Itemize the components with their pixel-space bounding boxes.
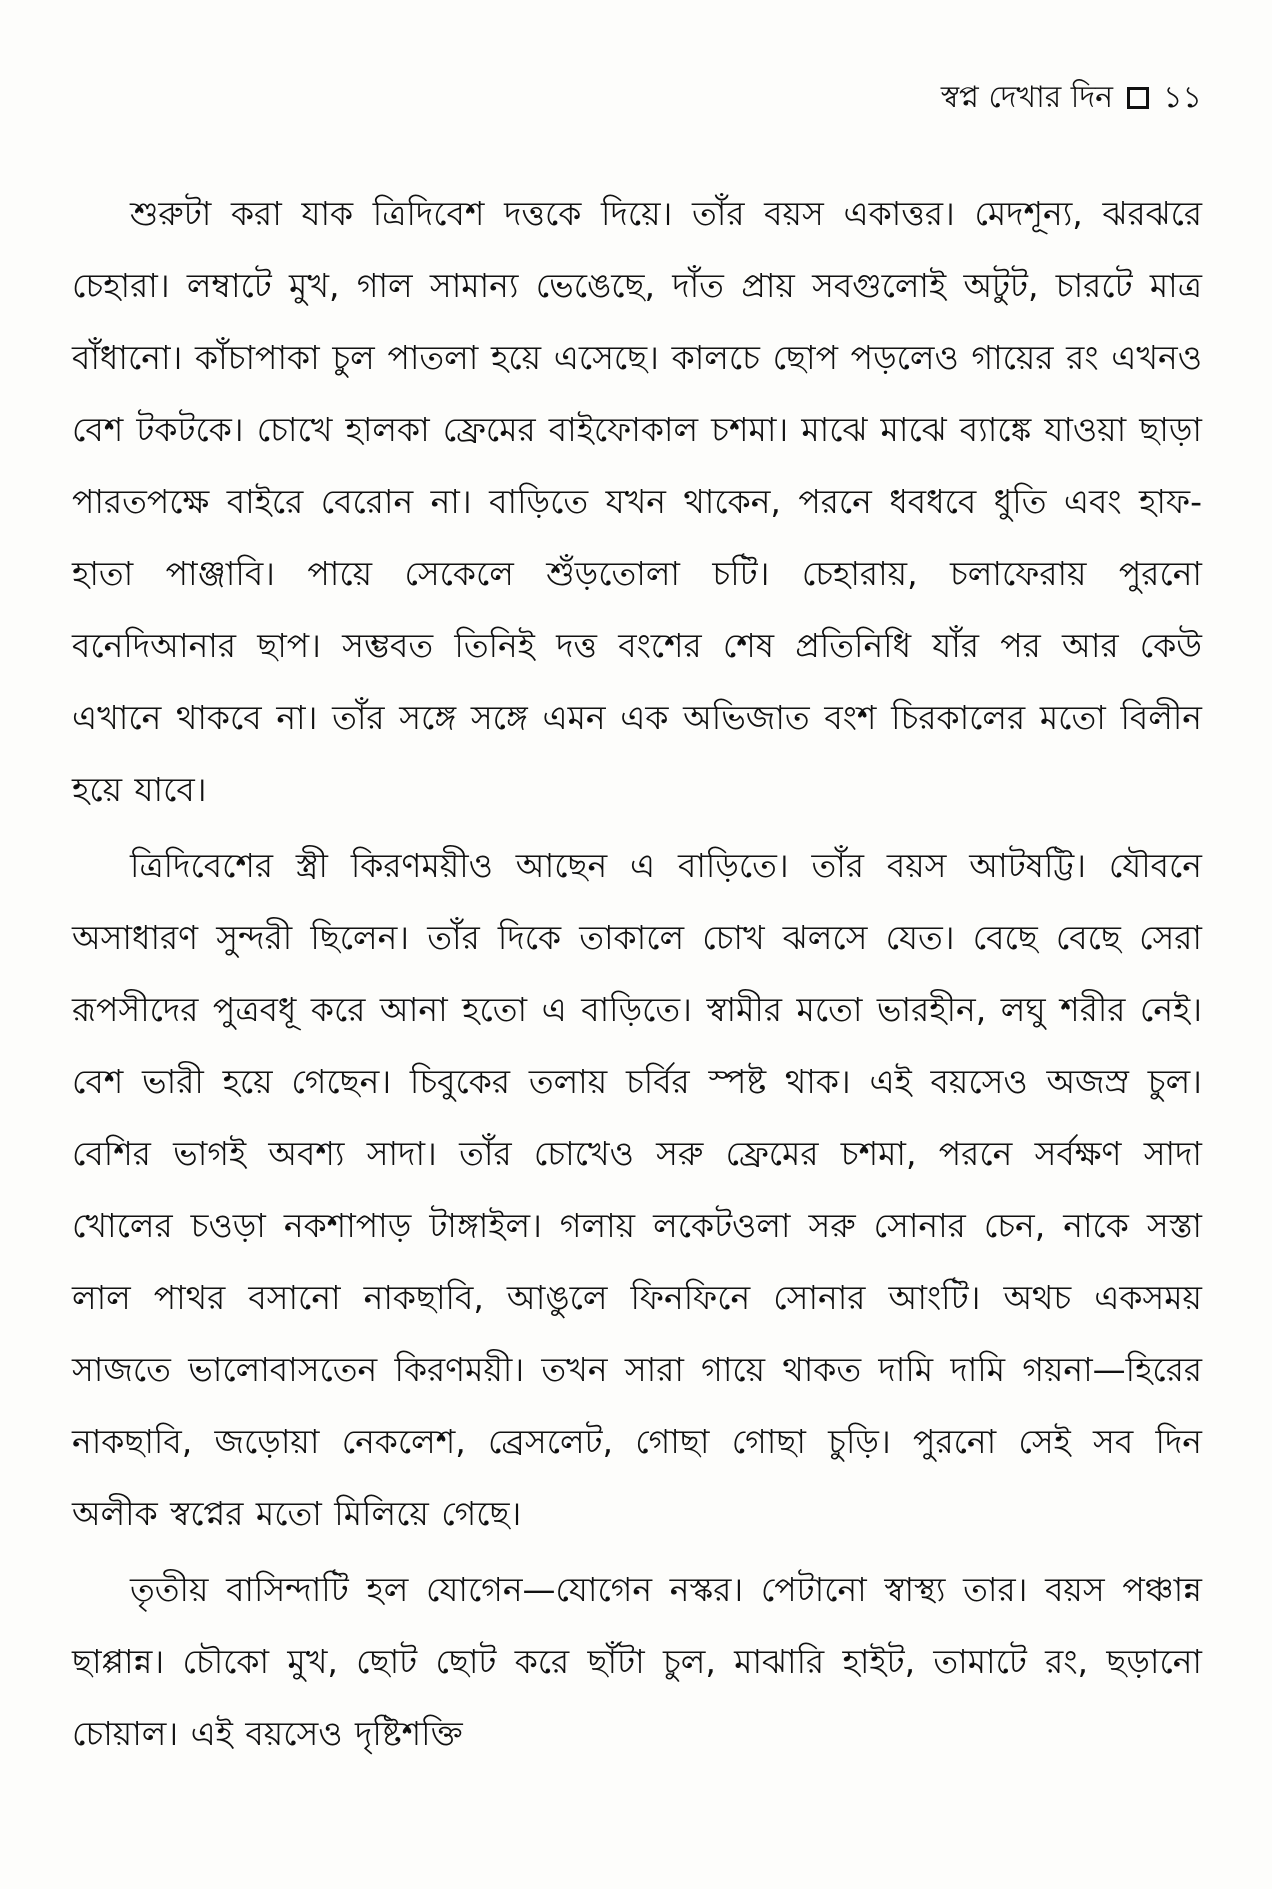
body-text bbox=[72, 178, 1202, 1774]
running-header bbox=[941, 78, 1202, 118]
book-title: স্বপ্ন দেখার দিন bbox=[940, 80, 1114, 115]
separator-box-icon bbox=[1127, 87, 1149, 109]
page-number: ১১ bbox=[1163, 80, 1202, 115]
paragraph-tridibesh: শুরুটা করা যাক ত্রিদিবেশ দত্তকে দিয়ে। তাঁর বয়স একাত্তর। মেদশূন্য, ঝরঝরে চেহারা। লম্বাটে মুখ, গাল সামান্য ভেঙেছে, দাঁত প্রায় সবগুলোই অটুট, চারটে মাত্র বাঁধানো। কাঁচাপাকা চুল পাতলা হয়ে এসেছে। কালচে ছোপ পড়লেও গায়ের রং এখনও বেশ টকটকে। চোখে হালকা ফ্রেমের বাইফোকাল চশমা। মাঝে মাঝে ব্যাঙ্কে যাওয়া ছাড়া পারতপক্ষে বাইরে বেরোন না। বাড়িতে যখন থাকেন, পরনে ধবধবে ধুতি এবং হাফ-হাতা পাঞ্জাবি। পায়ে সেকেলে শুঁড়তোলা চটি। চেহারায়, চলাফেরায় পুরনো বনেদিআনার ছাপ। সম্ভবত তিনিই দত্ত বংশের শেষ প্রতিনিধি যাঁর পর আর কেউ এখানে থাকবে না। তাঁর সঙ্গে সঙ্গে এমন এক অভিজাত বংশ চিরকালের মতো বিলীন হয়ে যাবে। bbox=[72, 194, 1202, 809]
paragraph-kiranmoyee: ত্রিদিবেশের স্ত্রী কিরণময়ীও আছেন এ বাড়িতে। তাঁর বয়স আটষট্টি। যৌবনে অসাধারণ সুন্দরী ছিলেন। তাঁর দিকে তাকালে চোখ ঝলসে যেত। বেছে বেছে সেরা রূপসীদের পুত্রবধূ করে আনা হতো এ বাড়িতে। স্বামীর মতো ভারহীন, লঘু শরীর নেই। বেশ ভারী হয়ে গেছেন। চিবুকের তলায় চর্বির স্পষ্ট থাক। এই বয়সেও অজস্র চুল। বেশির ভাগই অবশ্য সাদা। তাঁর চোখেও সরু ফ্রেমের চশমা, পরনে সর্বক্ষণ সাদা খোলের চওড়া নকশাপাড় টাঙ্গাইল। গলায় লকেটওলা সরু সোনার চেন, নাকে সস্তা লাল পাথর বসানো নাকছাবি, আঙুলে ফিনফিনে সোনার আংটি। অথচ একসময় সাজতে ভালোবাসতেন কিরণময়ী। তখন সারা গায়ে থাকত দামি দামি গয়না—হিরের নাকছাবি, জড়োয়া নেকলেশ, ব্রেসলেট, গোছা গোছা চুড়ি। পুরনো সেই সব দিন অলীক স্বপ্নের মতো মিলিয়ে গেছে। bbox=[72, 846, 1202, 1533]
paragraph-jogen: তৃতীয় বাসিন্দাটি হল যোগেন—যোগেন নস্কর। পেটানো স্বাস্থ্য তার। বয়স পঞ্চান্ন ছাপ্পান্ন। চৌকো মুখ, ছোট ছোট করে ছাঁটা চুল, মাঝারি হাইট, তামাটে রং, ছড়ানো চোয়াল। এই বয়সেও দৃষ্টিশক্তি bbox=[72, 1570, 1202, 1753]
